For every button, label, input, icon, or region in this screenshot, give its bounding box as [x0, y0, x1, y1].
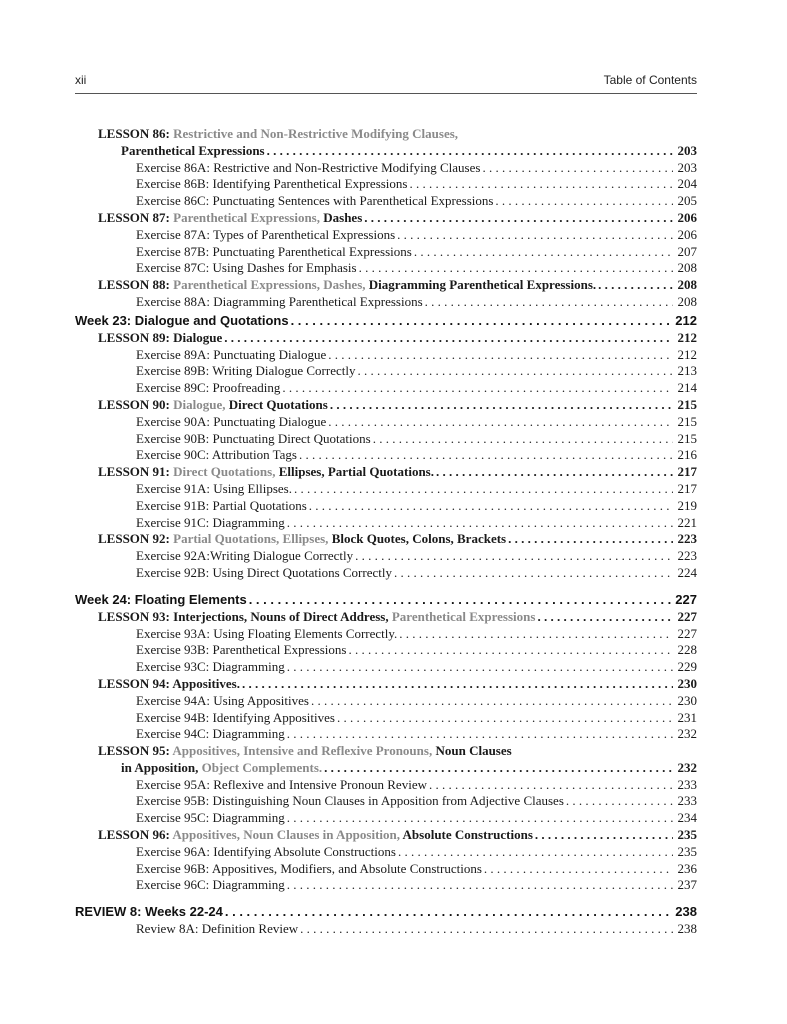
toc-title-segment: Dialogue — [173, 329, 223, 345]
toc-title-segment: LESSON 95: — [98, 743, 173, 759]
toc-entry-title — [136, 793, 564, 810]
dot-leader — [397, 227, 673, 244]
toc-exercise-row — [75, 363, 697, 380]
toc-exercise-row — [75, 626, 697, 643]
toc-entry-title — [136, 777, 427, 794]
dot-leader — [436, 464, 673, 481]
toc-entry-title — [136, 160, 480, 177]
toc-page-number: 236 — [677, 860, 697, 876]
toc-entry-title — [136, 481, 292, 498]
toc-exercise-row — [75, 244, 697, 261]
toc-title-segment-gray: Partial Quotations, Ellipses, — [173, 531, 332, 547]
toc-title-segment: Block Quotes, Colons, Brackets — [331, 531, 507, 547]
toc-exercise-row — [75, 710, 697, 727]
toc-title-segment: Week 24: Floating Elements — [75, 591, 247, 607]
toc-exercise-row — [75, 844, 697, 861]
dot-leader — [294, 481, 673, 498]
toc-page-number: 230 — [677, 675, 697, 691]
toc-title-segment: REVIEW 8: Weeks 22-24 — [75, 904, 223, 920]
toc-entry-title — [98, 397, 328, 414]
dot-leader — [324, 760, 673, 777]
toc-page-number: 238 — [677, 921, 697, 937]
dot-leader — [566, 793, 673, 810]
toc-exercise-row — [75, 176, 697, 193]
toc-lesson-row — [75, 827, 697, 844]
toc-lesson-row — [75, 143, 697, 160]
toc-exercise-row — [75, 565, 697, 582]
toc-exercise-row — [75, 447, 697, 464]
toc-title-segment: Exercise 93A: Using Floating Elements Correctly. — [136, 625, 398, 641]
toc-title-segment: LESSON 96: — [98, 827, 173, 843]
toc-entry-title — [136, 659, 285, 676]
toc-page-number: 213 — [677, 363, 697, 379]
toc-title-segment-gray: Parenthetical Expressions, Dashes, — [173, 277, 369, 293]
toc-title-segment: Exercise 96C: Diagramming — [136, 877, 285, 893]
toc-exercise-row — [75, 642, 697, 659]
toc-title-segment: Exercise 90C: Attribution Tags — [136, 447, 297, 463]
toc-page-number: 203 — [677, 142, 697, 158]
toc-page-number: 234 — [677, 810, 697, 826]
toc-entry-title — [98, 277, 596, 294]
toc-title-segment: Diagramming Parenthetical Expressions. — [368, 277, 597, 293]
toc-exercise-row — [75, 498, 697, 515]
dot-leader — [535, 827, 673, 844]
toc-title-segment: Direct Quotations — [228, 396, 328, 412]
toc-page-number: 238 — [675, 904, 697, 920]
dot-leader — [311, 693, 673, 710]
dot-leader — [537, 609, 673, 626]
dot-leader — [355, 548, 673, 565]
toc-entry-title — [136, 565, 392, 582]
toc-page-number: 206 — [677, 209, 697, 225]
dot-leader — [482, 160, 673, 177]
toc-page-number: 237 — [677, 877, 697, 893]
toc-title-segment: LESSON 89: — [98, 329, 174, 345]
toc-lesson-row — [75, 210, 697, 227]
toc-entry-title — [75, 590, 247, 609]
toc-entry-title — [136, 726, 285, 743]
toc-title-segment: Exercise 95A: Reflexive and Intensive Pronoun Review — [136, 776, 427, 792]
dot-leader — [287, 659, 673, 676]
dot-leader — [224, 330, 673, 347]
toc-entry-title — [136, 498, 307, 515]
toc-title-segment: Absolute Constructions — [402, 827, 533, 843]
toc-entry-title — [136, 244, 412, 261]
toc-exercise-row — [75, 481, 697, 498]
toc-page-number: 215 — [677, 413, 697, 429]
toc-exercise-row — [75, 294, 697, 311]
toc-title-segment: Exercise 87B: Punctuating Parenthetical Expressions — [136, 243, 412, 259]
dot-leader — [225, 902, 673, 921]
dot-leader — [282, 380, 673, 397]
toc-page-number: 235 — [677, 843, 697, 859]
toc-title-segment: Exercise 91A: Using Ellipses. — [136, 480, 292, 496]
toc-exercise-row — [75, 726, 697, 743]
toc-page-number: 224 — [677, 564, 697, 580]
toc-entry-title — [136, 227, 395, 244]
toc-title-segment: Ellipses, Partial Quotations. — [278, 464, 434, 480]
dot-leader — [287, 726, 673, 743]
toc-title-segment: Appositives. — [172, 675, 240, 691]
toc-page-number: 204 — [677, 176, 697, 192]
dot-leader — [484, 861, 673, 878]
toc-entry-title — [136, 548, 353, 565]
toc-title-segment: Noun Clauses — [435, 743, 512, 759]
toc-title-segment-gray: Parenthetical Expressions — [391, 608, 536, 624]
toc-exercise-row — [75, 693, 697, 710]
toc-entry-title — [136, 347, 326, 364]
dot-leader — [399, 626, 673, 643]
toc-title-segment: Exercise 95C: Diagramming — [136, 810, 285, 826]
toc-title-segment-gray: Appositives, Intensive and Reflexive Pronouns, — [172, 743, 436, 759]
toc-exercise-row — [75, 793, 697, 810]
toc-page-number: 212 — [677, 346, 697, 362]
toc-exercise-row — [75, 659, 697, 676]
toc-page-number: 219 — [677, 497, 697, 513]
toc-entry-title — [136, 710, 335, 727]
toc-entry-title — [136, 844, 396, 861]
toc-page-number: 214 — [677, 380, 697, 396]
toc-title-segment: Exercise 89C: Proofreading — [136, 380, 281, 396]
toc-lesson-row — [75, 330, 697, 347]
toc-exercise-row — [75, 347, 697, 364]
toc-title-segment-gray: Object Complements. — [201, 759, 323, 775]
dot-leader — [425, 294, 673, 311]
toc-title-segment: Exercise 91B: Partial Quotations — [136, 497, 307, 513]
toc-entry-title — [121, 760, 322, 777]
toc-exercise-row — [75, 431, 697, 448]
toc-title-segment: Exercise 94C: Diagramming — [136, 726, 285, 742]
toc-lesson-row — [75, 609, 697, 626]
running-header-title: Table of Contents — [603, 73, 697, 87]
toc-page-number: 207 — [677, 243, 697, 259]
page-number-roman: xii — [75, 73, 87, 87]
toc-exercise-row — [75, 414, 697, 431]
toc-entry-title — [136, 431, 371, 448]
toc-title-segment: Exercise 86C: Punctuating Sentences with Parenthetical Expressions — [136, 193, 494, 209]
toc-lesson-row — [75, 277, 697, 294]
toc-page-number: 212 — [677, 329, 697, 345]
dot-leader — [291, 311, 673, 330]
toc-title-segment: Interjections, Nouns of Direct Address, — [173, 608, 392, 624]
toc-entry-title — [98, 464, 434, 481]
toc-title-segment: Exercise 89A: Punctuating Dialogue — [136, 346, 327, 362]
toc-entry-title — [75, 902, 223, 921]
toc-title-segment: Parenthetical Expressions — [121, 142, 265, 158]
dot-leader — [398, 844, 673, 861]
toc-title-segment-gray: Dialogue, — [173, 396, 229, 412]
toc-entry-title — [98, 126, 458, 143]
toc-entry-title — [98, 609, 535, 626]
toc-page-number: 208 — [677, 293, 697, 309]
toc-title-segment: Exercise 89B: Writing Dialogue Correctly — [136, 363, 356, 379]
toc-page-number: 215 — [677, 430, 697, 446]
toc-entry-title — [136, 447, 297, 464]
toc-entry-title — [136, 294, 423, 311]
dot-leader — [328, 414, 673, 431]
toc-title-segment: LESSON 91: — [98, 464, 174, 480]
toc-page-number: 208 — [677, 277, 697, 293]
toc-page-number: 228 — [677, 642, 697, 658]
toc-exercise-row — [75, 515, 697, 532]
toc-title-segment: Exercise 93C: Diagramming — [136, 659, 285, 675]
toc-exercise-row — [75, 260, 697, 277]
toc-page-number: 235 — [677, 827, 697, 843]
toc-page-number: 223 — [677, 548, 697, 564]
dot-leader — [267, 143, 673, 160]
toc-entry-title — [136, 515, 285, 532]
toc-page-number: 233 — [677, 776, 697, 792]
toc-entry-title — [136, 693, 309, 710]
toc-exercise-row — [75, 921, 697, 938]
toc-title-segment: LESSON 88: — [98, 277, 174, 293]
toc-week-row — [75, 311, 697, 330]
toc-exercise-row — [75, 810, 697, 827]
toc-exercise-row — [75, 777, 697, 794]
toc-title-segment: Exercise 86A: Restrictive and Non-Restrictive Modifying Clauses — [136, 159, 481, 175]
toc-page-number: 232 — [677, 726, 697, 742]
toc-entry-title — [136, 877, 285, 894]
header-rule — [75, 93, 697, 94]
toc-entry-title — [136, 176, 407, 193]
dot-leader — [299, 447, 673, 464]
toc-entry-title — [136, 921, 298, 938]
toc-lesson-row — [75, 676, 697, 693]
toc-title-segment: Exercise 96A: Identifying Absolute Constructions — [136, 843, 396, 859]
toc-page-number: 205 — [677, 193, 697, 209]
toc-title-segment-gray: Parenthetical Expressions, — [173, 209, 324, 225]
toc-title-segment: Dashes — [323, 209, 363, 225]
toc-title-segment: Exercise 92A:Writing Dialogue Correctly — [136, 548, 354, 564]
toc-title-segment: Exercise 90A: Punctuating Dialogue — [136, 413, 327, 429]
dot-leader — [357, 363, 673, 380]
toc-entry-title — [98, 743, 512, 760]
toc-entry-title — [136, 414, 326, 431]
toc-page-number: 217 — [677, 480, 697, 496]
toc-title-segment: Exercise 87C: Using Dashes for Emphasis — [136, 260, 357, 276]
toc-entry-title — [136, 380, 280, 397]
toc-week-row — [75, 590, 697, 609]
toc-title-segment: LESSON 87: — [98, 209, 174, 225]
toc-page-number: 223 — [677, 531, 697, 547]
dot-leader — [242, 676, 673, 693]
dot-leader — [330, 397, 673, 414]
toc-title-segment: Exercise 88A: Diagramming Parenthetical Expressions — [136, 293, 423, 309]
toc-entry-title — [136, 810, 285, 827]
toc-title-segment: Exercise 90B: Punctuating Direct Quotations — [136, 430, 371, 446]
dot-leader — [287, 877, 673, 894]
toc-title-segment: Review 8A: Definition Review — [136, 921, 299, 937]
toc-entry-title — [136, 861, 482, 878]
toc-title-segment: LESSON 93: — [98, 608, 174, 624]
toc-title-segment-gray: Direct Quotations, — [173, 464, 279, 480]
toc-exercise-row — [75, 160, 697, 177]
toc-lesson-row — [75, 464, 697, 481]
toc-entry-title — [136, 626, 397, 643]
toc-page-number: 215 — [677, 396, 697, 412]
dot-leader — [328, 347, 673, 364]
toc-entry-title — [98, 330, 222, 347]
toc-title-segment-gray: Restrictive and Non-Restrictive Modifying Clauses, — [173, 126, 459, 141]
toc-page-number: 206 — [677, 226, 697, 242]
toc-title-segment: Week 23: Dialogue and Quotations — [75, 312, 289, 328]
toc-page-number: 231 — [677, 709, 697, 725]
toc-page-number: 227 — [675, 591, 697, 607]
dot-leader — [598, 277, 673, 294]
toc-page-number: 230 — [677, 692, 697, 708]
dot-leader — [373, 431, 673, 448]
dot-leader — [287, 810, 673, 827]
toc-title-segment: Exercise 94B: Identifying Appositives — [136, 709, 335, 725]
toc-title-segment-gray: Appositives, Noun Clauses in Apposition, — [172, 827, 403, 843]
dot-leader — [429, 777, 673, 794]
toc-entry-title — [98, 827, 533, 844]
toc-lesson-row — [75, 126, 697, 143]
dot-leader — [508, 531, 673, 548]
dot-leader — [495, 193, 673, 210]
dot-leader — [287, 515, 673, 532]
dot-leader — [300, 921, 673, 938]
toc-exercise-row — [75, 227, 697, 244]
toc-lesson-row — [75, 743, 697, 760]
toc-lesson-row — [75, 760, 697, 777]
toc-exercise-row — [75, 548, 697, 565]
dot-leader — [309, 498, 673, 515]
toc-entry-title — [136, 363, 355, 380]
toc-title-segment: Exercise 92B: Using Direct Quotations Correctly — [136, 564, 392, 580]
toc-title-segment: Exercise 87A: Types of Parenthetical Expressions — [136, 226, 396, 242]
toc-page-number: 227 — [677, 625, 697, 641]
toc-title-segment: LESSON 86: — [98, 126, 174, 141]
toc-exercise-row — [75, 380, 697, 397]
toc-title-segment: Exercise 96B: Appositives, Modifiers, and Absolute Constructions — [136, 860, 482, 876]
dot-leader — [394, 565, 673, 582]
toc-title-segment: Exercise 93B: Parenthetical Expressions — [136, 642, 347, 658]
toc-page-number: 212 — [675, 312, 697, 328]
toc-entry-title — [121, 143, 265, 160]
toc-entry-title — [98, 531, 506, 548]
toc-page-number: 203 — [677, 159, 697, 175]
toc-title-segment: LESSON 92: — [98, 531, 174, 547]
toc-exercise-row — [75, 877, 697, 894]
toc-page-number: 217 — [677, 464, 697, 480]
table-of-contents — [75, 126, 697, 938]
dot-leader — [364, 210, 673, 227]
toc-title-segment: Exercise 91C: Diagramming — [136, 514, 285, 530]
toc-exercise-row — [75, 861, 697, 878]
toc-page-number: 221 — [677, 514, 697, 530]
toc-entry-title — [136, 260, 357, 277]
toc-lesson-row — [75, 397, 697, 414]
toc-title-segment: Exercise 95B: Distinguishing Noun Clauses in Apposition from Adjective Clauses — [136, 793, 564, 809]
toc-title-segment: LESSON 94: — [98, 675, 173, 691]
toc-page-number: 233 — [677, 793, 697, 809]
toc-page-number: 216 — [677, 447, 697, 463]
toc-page-number: 208 — [677, 260, 697, 276]
toc-exercise-row — [75, 193, 697, 210]
toc-page-number: 232 — [677, 759, 697, 775]
dot-leader — [249, 590, 673, 609]
toc-entry-title — [98, 676, 240, 693]
toc-lesson-row — [75, 531, 697, 548]
toc-entry-title — [136, 193, 493, 210]
dot-leader — [359, 260, 673, 277]
toc-title-segment: Exercise 86B: Identifying Parenthetical Expressions — [136, 176, 408, 192]
toc-title-segment: Exercise 94A: Using Appositives — [136, 692, 309, 708]
toc-page-number: 229 — [677, 659, 697, 675]
toc-page-number: 227 — [677, 608, 697, 624]
toc-entry-title — [75, 311, 289, 330]
toc-title-segment: LESSON 90: — [98, 396, 174, 412]
dot-leader — [337, 710, 673, 727]
dot-leader — [348, 642, 673, 659]
dot-leader — [409, 176, 673, 193]
toc-entry-title — [98, 210, 362, 227]
toc-entry-title — [136, 642, 346, 659]
toc-title-segment: in Apposition, — [121, 759, 202, 775]
dot-leader — [414, 244, 673, 261]
toc-week-row — [75, 902, 697, 921]
